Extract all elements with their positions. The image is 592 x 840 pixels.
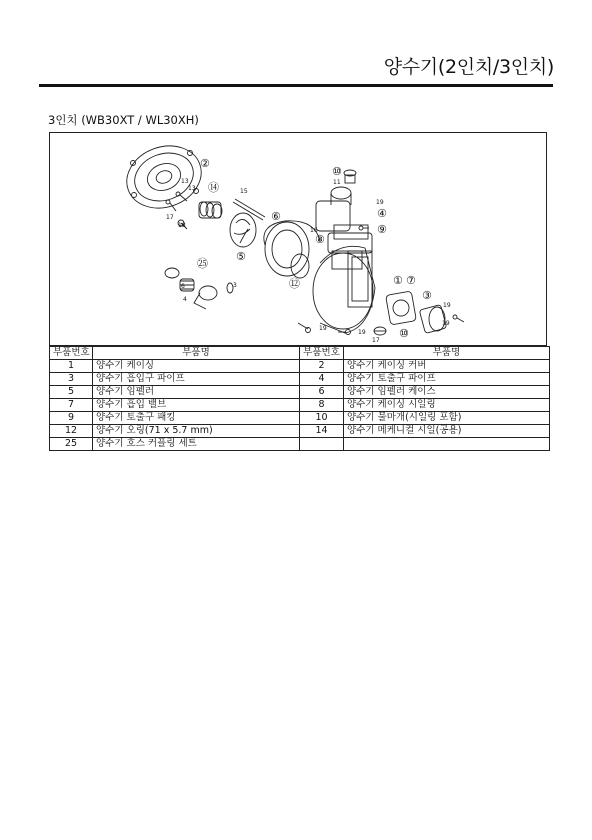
part-label-17-bottom: 17	[372, 337, 380, 344]
part-label-4: 4	[183, 296, 187, 303]
part-number: 6	[300, 386, 344, 399]
part-name	[344, 438, 550, 451]
part-label-17: 17	[166, 214, 174, 221]
part-name: 양수기 토출구 패킹	[93, 412, 300, 425]
part-label-3: 3	[233, 282, 237, 289]
part-number: 3	[50, 373, 93, 386]
part-label-13b: 13	[188, 185, 196, 192]
parts-table	[49, 346, 550, 451]
part-number: 7	[50, 399, 93, 412]
part-label-15: 15	[240, 188, 248, 195]
part-number: 8	[300, 399, 344, 412]
callout-9: ⑨	[377, 223, 387, 236]
part-number: 1	[50, 360, 93, 373]
table-header-row	[50, 347, 550, 360]
part-name: 양수기 메케니컬 시일(공용)	[344, 425, 550, 438]
suction-valve-drawing	[386, 291, 417, 325]
part-label-6: 6	[181, 283, 185, 290]
header-part-name-2: 부품명	[344, 347, 550, 360]
part-number: 14	[300, 425, 344, 438]
casing-cover-drawing	[118, 136, 210, 218]
part-name: 양수기 흡입 밸브	[93, 399, 300, 412]
part-name: 양수기 임펠러 케이스	[344, 386, 550, 399]
callout-8: ⑧	[315, 233, 325, 246]
part-label-11: 11	[333, 179, 341, 186]
title-divider	[39, 84, 553, 87]
hose-coupling-drawing	[165, 268, 233, 309]
part-name: 양수기 물마개(시일링 포함)	[344, 412, 550, 425]
header-part-number: 부품번호	[50, 347, 93, 360]
callout-10-top: ⑩	[332, 165, 342, 178]
part-label-18: 18	[178, 222, 186, 229]
part-number: 9	[50, 412, 93, 425]
callout-25: ㉕	[197, 257, 208, 270]
part-name: 양수기 케이싱 커버	[344, 360, 550, 373]
part-number	[300, 438, 344, 451]
callout-4: ④	[377, 207, 387, 220]
part-number: 12	[50, 425, 93, 438]
callout-6: ⑥	[271, 210, 281, 223]
part-label-16: 16	[310, 227, 318, 234]
part-name: 양수기 임펠러	[93, 386, 300, 399]
part-name: 양수기 오링(71 x 5.7 mm)	[93, 425, 300, 438]
discharge-pipe-drawing	[316, 187, 368, 239]
exploded-parts-diagram	[49, 132, 547, 346]
mechanical-seal-drawing	[199, 202, 222, 218]
table-row	[50, 425, 550, 438]
callout-14: ⑭	[208, 181, 219, 194]
part-name: 양수기 호스 커플링 세트	[93, 438, 300, 451]
part-label-19-top: 19	[376, 199, 384, 206]
part-label-19-far-right: 19	[442, 320, 450, 327]
callout-12: ⑫	[289, 277, 300, 290]
table-row	[50, 399, 550, 412]
page-title: 양수기(2인치/3인치)	[383, 56, 554, 78]
callout-10-bottom: ⑩	[399, 327, 409, 340]
section-title: 3인치 (WB30XT / WL30XH)	[48, 113, 199, 127]
part-label-19-bottom: 19	[358, 329, 366, 336]
part-number: 2	[300, 360, 344, 373]
impeller-drawing	[230, 213, 256, 247]
header-part-name: 부품명	[93, 347, 300, 360]
part-name: 양수기 흡입구 파이프	[93, 373, 300, 386]
part-label-13a: 13	[181, 178, 189, 185]
part-number: 10	[300, 412, 344, 425]
pump-casing-drawing	[313, 246, 375, 333]
table-row	[50, 360, 550, 373]
callout-7: ⑦	[406, 274, 416, 287]
part-name: 양수기 토출구 파이프	[344, 373, 550, 386]
part-label-19-bottom-left: 19	[319, 325, 327, 332]
table-row	[50, 412, 550, 425]
exploded-view-drawing	[50, 133, 546, 345]
part-name: 양수기 케이싱	[93, 360, 300, 373]
callout-1: ①	[393, 274, 403, 287]
header-part-number-2: 부품번호	[300, 347, 344, 360]
part-number: 4	[300, 373, 344, 386]
callout-5: ⑤	[236, 250, 246, 263]
table-row	[50, 438, 550, 451]
part-number: 5	[50, 386, 93, 399]
table-row	[50, 386, 550, 399]
part-name: 양수기 케이싱 시일링	[344, 399, 550, 412]
callout-3: ③	[422, 289, 432, 302]
callout-2: ②	[200, 157, 210, 170]
table-row	[50, 373, 550, 386]
part-number: 25	[50, 438, 93, 451]
part-label-19-right: 19	[443, 302, 451, 309]
